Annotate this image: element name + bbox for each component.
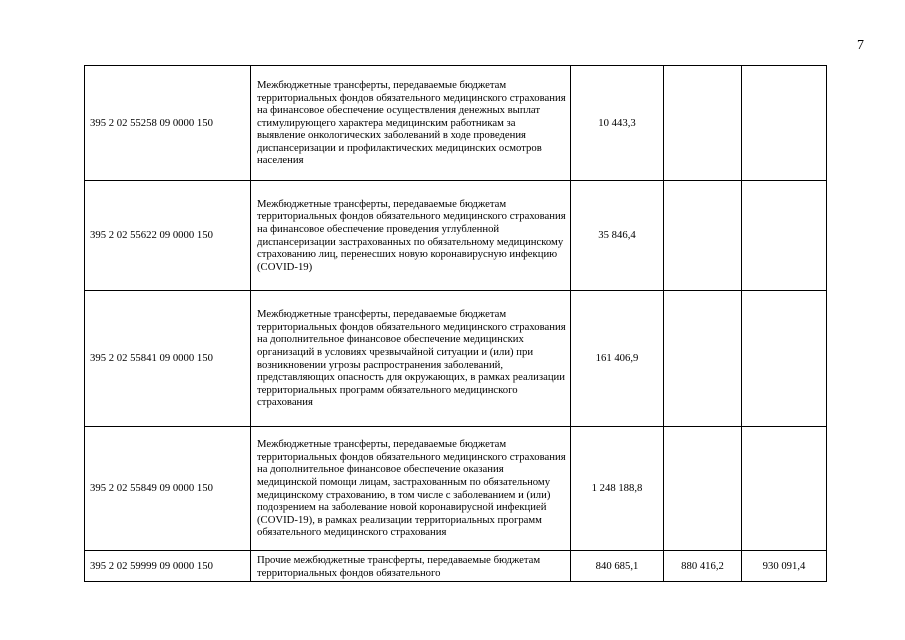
budget-code-cell: 395 2 02 55841 09 0000 150	[85, 291, 251, 427]
amount-year1-cell: 161 406,9	[571, 291, 664, 427]
amount-year3-cell	[742, 66, 827, 181]
amount-year2-cell	[664, 291, 742, 427]
amount-year2-cell	[664, 66, 742, 181]
table-row	[85, 291, 827, 427]
table-row	[85, 66, 827, 181]
page-number: 7	[857, 38, 864, 53]
description-cell: Прочие межбюджетные трансферты, передаваемые бюджетам территориальных фондов обязательного	[251, 551, 571, 582]
budget-code-cell: 395 2 02 55622 09 0000 150	[85, 181, 251, 291]
budget-code-cell: 395 2 02 59999 09 0000 150	[85, 551, 251, 582]
amount-year3-cell	[742, 427, 827, 551]
amount-year3-cell: 930 091,4	[742, 551, 827, 582]
amount-year2-cell: 880 416,2	[664, 551, 742, 582]
amount-year1-cell: 35 846,4	[571, 181, 664, 291]
description-cell: Межбюджетные трансферты, передаваемые бюджетам территориальных фондов обязательного медицинского страхования на финансовое обеспечение проведения углубленной диспансеризации застрахованных по обязательному медицинскому страхованию лиц, перенесших новую коронавирусную инфекцию (COVID-19)	[251, 181, 571, 291]
budget-code-cell: 395 2 02 55849 09 0000 150	[85, 427, 251, 551]
table-row	[85, 551, 827, 582]
amount-year2-cell	[664, 181, 742, 291]
description-cell: Межбюджетные трансферты, передаваемые бюджетам территориальных фондов обязательного медицинского страхования на финансовое обеспечение осуществления денежных выплат стимулирующего характера медицинским работникам за выявление онкологических заболеваний в ходе проведения диспансеризации и профилактических медицинских осмотров населения	[251, 66, 571, 181]
budget-code-cell: 395 2 02 55258 09 0000 150	[85, 66, 251, 181]
budget-table	[84, 65, 827, 582]
table-row	[85, 427, 827, 551]
amount-year1-cell: 1 248 188,8	[571, 427, 664, 551]
amount-year3-cell	[742, 181, 827, 291]
table-row	[85, 181, 827, 291]
description-cell: Межбюджетные трансферты, передаваемые бюджетам территориальных фондов обязательного медицинского страхования на дополнительное финансовое обеспечение медицинских организаций в условиях чрезвычайной ситуации и (или) при возникновении угрозы распространения заболеваний, представляющих опасность для окружающих, в рамках реализации территориальных программ обязательного медицинского страхования	[251, 291, 571, 427]
description-cell: Межбюджетные трансферты, передаваемые бюджетам территориальных фондов обязательного медицинского страхования на дополнительное финансовое обеспечение оказания медицинской помощи лицам, застрахованным по обязательному медицинскому страхованию, в том числе с заболеванием и (или) подозрением на заболевание новой коронавирусной инфекцией (COVID-19), в рамках реализации территориальных программ обязательного медицинского страхования	[251, 427, 571, 551]
amount-year1-cell: 10 443,3	[571, 66, 664, 181]
amount-year2-cell	[664, 427, 742, 551]
amount-year3-cell	[742, 291, 827, 427]
amount-year1-cell: 840 685,1	[571, 551, 664, 582]
